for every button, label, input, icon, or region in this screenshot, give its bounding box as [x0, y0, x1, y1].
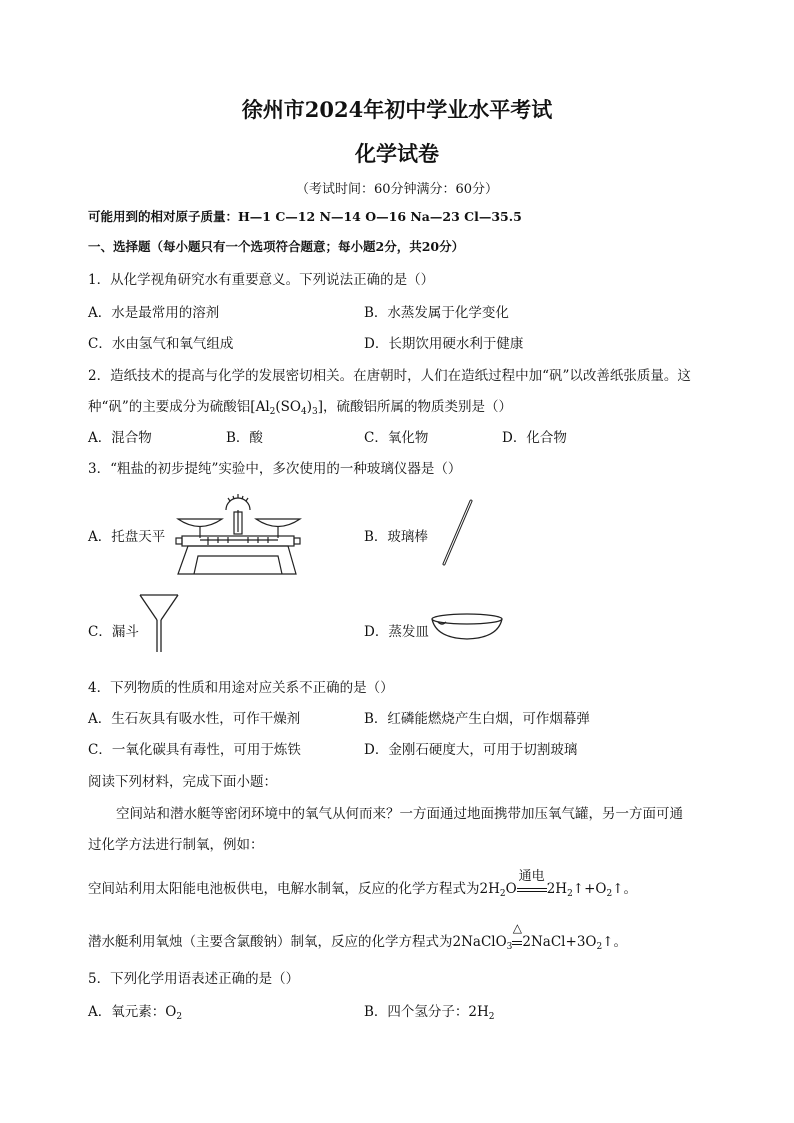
equation-condition-electrolysis: 通电 — [517, 881, 547, 897]
q2-option-c: C．氧化物 — [364, 430, 429, 446]
q5-stem: 5．下列化学用语表述正确的是（） — [88, 971, 300, 987]
exam-title: 徐州市2024年初中学业水平考试 — [241, 97, 553, 122]
q4-option-d: D．金刚石硬度大，可用于切割玻璃 — [364, 742, 578, 758]
funnel-image — [138, 592, 180, 654]
glass-rod-image — [440, 498, 476, 568]
q4-option-c: C．一氧化碳具有毒性，可用于炼铁 — [88, 742, 301, 758]
equation-condition-heat: △ — [512, 934, 522, 950]
reading-paragraph-line2: 过化学方法进行制氧，例如： — [88, 837, 264, 853]
q3-option-a: A．托盘天平 — [88, 529, 166, 545]
q2-stem-line1: 2．造纸技术的提高与化学的发展密切相关。在唐朝时，人们在造纸过程中加“矾”以改善纸张质量。这 — [88, 368, 691, 384]
reading-equation-line1: 空间站利用太阳能电池板供电，电解水制氧，反应的化学方程式为$2H_2O$ 通电 $2H_2↑+O_2↑$。 — [88, 869, 638, 899]
evaporating-dish-image — [430, 612, 504, 642]
q5-option-a: A．氧元素：$O_2$ — [88, 1004, 183, 1022]
reading-paragraph-line1: 空间站和潜水艇等密闭环境中的氧气从何而来？一方面通过地面携带加压氧气罐，另一方面可通 — [116, 806, 683, 822]
q3-option-d: D．蒸发皿 — [364, 624, 429, 640]
reading-equation-line2: 潜水艇利用氧烛（主要含氯酸钠）制氧，反应的化学方程式为2NaClO$_3$ △ $2NaCl+3O_2↑$。 — [88, 921, 628, 952]
exam-info: （考试时间：60分钟满分：60分） — [295, 182, 499, 197]
section-heading: 一、选择题（每小题只有一个选项符合题意；每小题2分，共20分） — [88, 239, 465, 254]
q1-option-d: D．长期饮用硬水利于健康 — [364, 336, 524, 352]
q2-option-b: B．酸 — [226, 430, 263, 446]
q2-stem-line2: 种“矾”的主要成分为硫酸铝$[Al_2(SO_4)_3]$，硫酸铝所属的物质类别是（） — [88, 399, 512, 417]
balance-image — [170, 488, 305, 580]
q3-option-b: B．玻璃棒 — [364, 529, 428, 545]
q5-option-b: B．四个氢分子：$2H_2$ — [364, 1004, 495, 1022]
q4-stem: 4．下列物质的性质和用途对应关系不正确的是（） — [88, 680, 394, 696]
q1-stem: 1．从化学视角研究水有重要意义。下列说法正确的是（） — [88, 272, 435, 288]
atomic-mass-line: 可能用到的相对原子质量：H—1 C—12 N—14 O—16 Na—23 Cl—35.5 — [88, 209, 522, 224]
q3-stem: 3．“粗盐的初步提纯”实验中，多次使用的一种玻璃仪器是（） — [88, 461, 462, 477]
q1-option-c: C．水由氢气和氧气组成 — [88, 336, 234, 352]
exam-subtitle: 化学试卷 — [355, 141, 439, 166]
q1-option-b: B．水蒸发属于化学变化 — [364, 305, 509, 321]
q4-option-a: A．生石灰具有吸水性，可作干燥剂 — [88, 711, 301, 727]
q4-option-b: B．红磷能燃烧产生白烟，可作烟幕弹 — [364, 711, 590, 727]
q2-option-a: A．混合物 — [88, 430, 152, 446]
q1-option-a: A．水是最常用的溶剂 — [88, 305, 220, 321]
reading-intro: 阅读下列材料，完成下面小题： — [88, 774, 277, 790]
q3-option-c: C．漏斗 — [88, 624, 139, 640]
q2-option-d: D．化合物 — [502, 430, 567, 446]
